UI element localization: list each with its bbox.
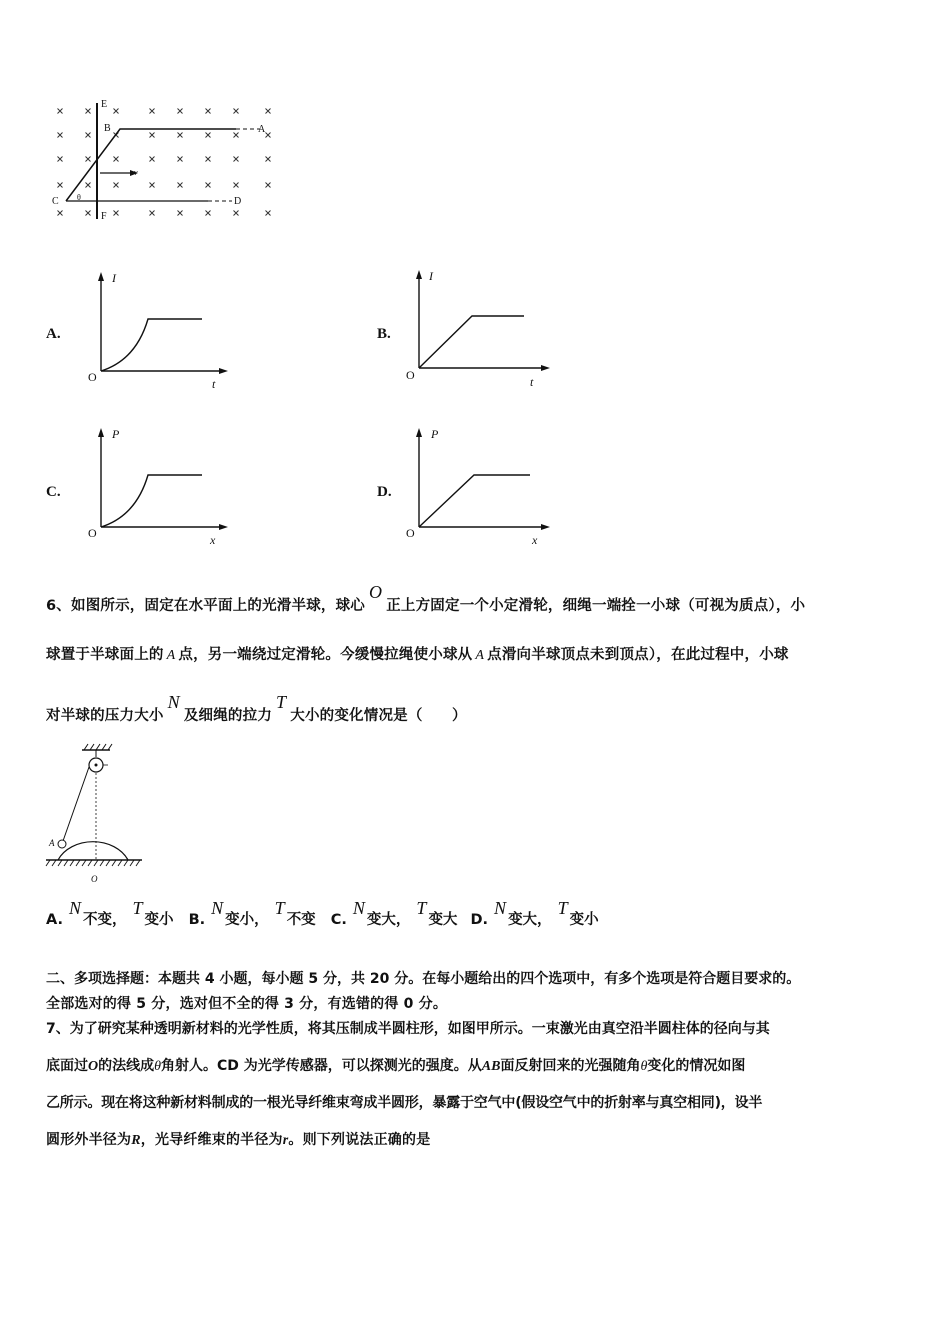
label-v: v	[134, 168, 138, 177]
graph-B-ylabel: I	[429, 269, 433, 283]
q6-sym-O: O	[369, 582, 383, 602]
graph-A-xlabel: t	[212, 377, 216, 391]
section2-line-2: 全部选对的得 5 分，选对但不全的得 3 分，有选错的得 0 分。	[46, 996, 448, 1012]
field-cross-icon	[266, 133, 271, 138]
field-cross-icon	[58, 109, 63, 114]
option-A-label: A.	[46, 326, 61, 342]
field-cross-icon	[206, 183, 211, 188]
field-cross-icon	[234, 211, 239, 216]
graph-C	[86, 422, 236, 546]
graph-C-xlabel: x	[210, 533, 216, 547]
graph-D-origin: O	[406, 526, 415, 540]
field-cross-icon	[178, 109, 183, 114]
field-cross-icon	[114, 109, 119, 114]
label-C: C	[52, 196, 59, 207]
field-cross-icon	[114, 157, 119, 162]
graph-A-origin: O	[88, 370, 97, 384]
field-cross-icon	[86, 109, 91, 114]
field-cross-icon	[58, 183, 63, 188]
graph-C-origin: O	[88, 526, 97, 540]
option-D-label: D.	[377, 484, 392, 500]
label-theta: θ	[77, 193, 81, 202]
label-E: E	[101, 99, 108, 110]
section2-line-1: 二、多项选择题：本题共 4 小题，每小题 5 分，共 20 分。在每小题给出的四个选项中，有多个选项是符合题目要求的。	[46, 971, 801, 987]
field-cross-icon	[234, 157, 239, 162]
field-cross-icon	[58, 157, 63, 162]
graph-D-line	[419, 475, 530, 527]
q6-options	[46, 898, 599, 929]
graph-A-curve	[101, 319, 202, 371]
graph-A	[86, 268, 236, 391]
field-cross-icon	[234, 183, 239, 188]
hemisphere	[58, 842, 128, 860]
label-F: F	[101, 211, 107, 222]
field-cross-icon	[266, 157, 271, 162]
q7-line-4: 圆形外半径为R，光导纤维束的半径为r。则下列说法正确的是	[46, 1132, 431, 1148]
field-cross-icon	[178, 183, 183, 188]
field-cross-icon	[178, 211, 183, 216]
conductor-CBA	[66, 129, 236, 201]
q7-line-2: 底面过O的法线成θ角射人。CD 为光学传感器，可以探测光的强度。从AB面反射回来的光强随角θ变化的情况如图	[46, 1058, 746, 1074]
q6-line-3: 对半球的压力大小N及细绳的拉力T大小的变化情况是（ ）	[46, 692, 467, 724]
field-cross-icon	[150, 211, 155, 216]
q6-sym-N: N	[167, 692, 180, 712]
field-cross-icon	[266, 109, 271, 114]
q7-line-3: 乙所示。现在将这种新材料制成的一根光导纤维束弯成半圆形，暴露于空气中(假设空气中的折射率与真空相同)，设半	[46, 1095, 763, 1111]
graph-B-origin: O	[406, 368, 415, 382]
label-A: A	[258, 124, 266, 135]
graph-B	[404, 264, 554, 388]
q6-opt-D[interactable]: D.N变大，T变小	[470, 898, 599, 928]
field-cross-icon	[150, 133, 155, 138]
label-O-center: O	[91, 874, 98, 884]
field-cross-icon	[58, 211, 63, 216]
graph-C-ylabel: P	[112, 427, 120, 441]
field-cross-icon	[234, 133, 239, 138]
field-cross-icon	[86, 133, 91, 138]
graph-D	[404, 422, 554, 546]
q7-line-1: 7、为了研究某种透明新材料的光学性质，将其压制成半圆柱形，如图甲所示。一束激光由真空沿半圆柱体的径向与其	[46, 1021, 770, 1037]
q6-opt-C[interactable]: C.N变大，T变大	[330, 898, 458, 928]
field-cross-icon	[150, 183, 155, 188]
label-B: B	[104, 123, 111, 134]
q6-sym-A2: A	[475, 648, 485, 663]
option-B-label: B.	[377, 326, 391, 342]
magnetic-field-diagram	[48, 95, 288, 225]
field-cross-icon	[266, 211, 271, 216]
field-cross-icon	[150, 157, 155, 162]
option-C-label: C.	[46, 484, 61, 500]
q6-sym-A1: A	[166, 648, 176, 663]
field-cross-icon	[206, 157, 211, 162]
q6-line-2: 球置于半球面上的 A 点，另一端绕过定滑轮。今缓慢拉绳使小球从 A 点滑向半球顶点未到顶点），在此过程中，小球	[46, 647, 789, 663]
field-cross-icon	[178, 157, 183, 162]
graph-B-line	[419, 316, 524, 368]
field-cross-icon	[178, 133, 183, 138]
field-cross-icon	[114, 183, 119, 188]
field-cross-icon	[206, 109, 211, 114]
field-cross-icon	[266, 183, 271, 188]
field-cross-icon	[86, 157, 91, 162]
field-cross-icon	[86, 211, 91, 216]
field-cross-icon	[86, 183, 91, 188]
graph-D-ylabel: P	[431, 427, 439, 441]
graph-D-xlabel: x	[532, 533, 538, 547]
field-cross-icon	[206, 211, 211, 216]
rope	[63, 767, 89, 841]
ball	[58, 840, 66, 848]
q6-sym-T: T	[276, 692, 287, 712]
field-cross-icon	[150, 109, 155, 114]
graph-A-ylabel: I	[112, 271, 116, 285]
graph-C-curve	[101, 475, 202, 527]
label-D: D	[234, 196, 242, 207]
hemisphere-pulley-diagram	[44, 742, 154, 887]
field-cross-icon	[206, 133, 211, 138]
field-cross-icon	[234, 109, 239, 114]
field-cross-icon	[58, 133, 63, 138]
q6-opt-B[interactable]: B.N变小，T不变	[188, 898, 316, 928]
graph-B-xlabel: t	[530, 375, 534, 389]
label-A-ball: A	[49, 838, 55, 848]
field-cross-icon	[114, 211, 119, 216]
q6-line-1: 6、如图所示，固定在水平面上的光滑半球，球心O正上方固定一个小定滑轮，细绳一端拴一小球（可视为质点），小	[46, 582, 806, 614]
q6-opt-A[interactable]: A.N不变，T变小	[46, 898, 174, 928]
